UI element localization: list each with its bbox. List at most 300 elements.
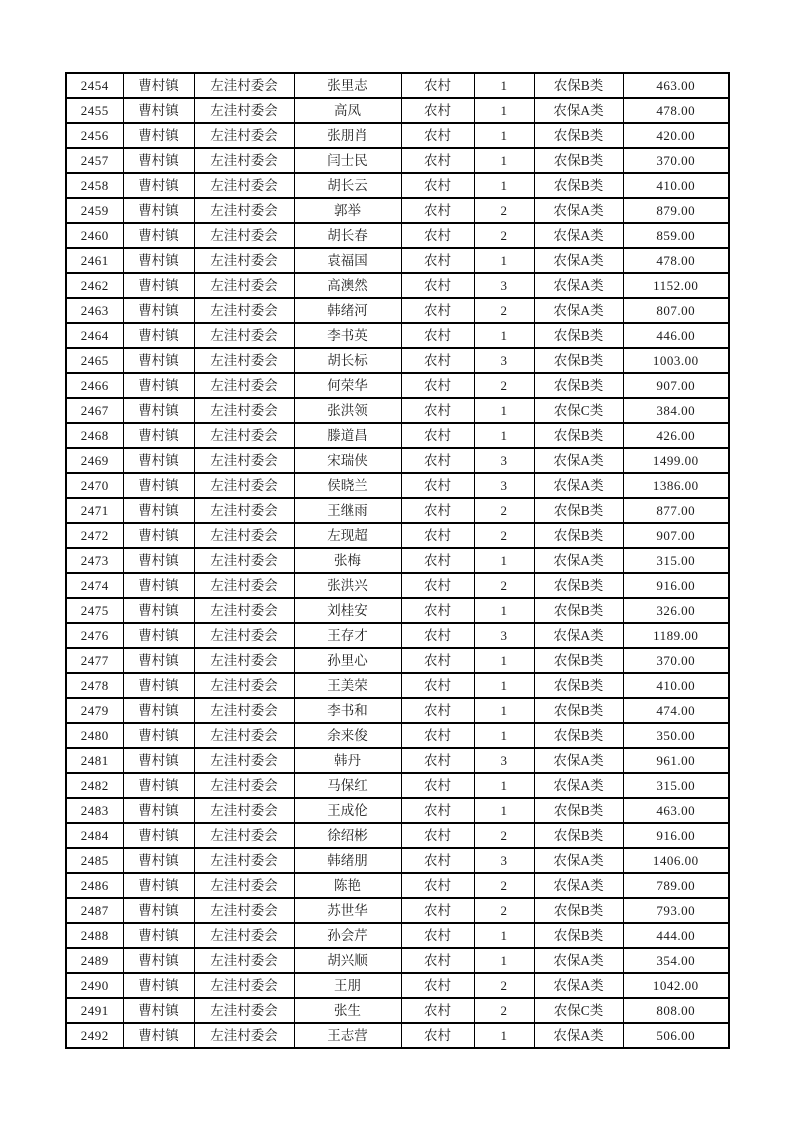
person-name: 闫士民 [294,148,401,173]
insurance-category: 农保B类 [534,373,623,398]
row-id: 2489 [66,948,123,973]
village-committee: 左洼村委会 [194,323,294,348]
person-name: 苏世华 [294,898,401,923]
residence-type: 农村 [401,148,474,173]
insurance-category: 农保A类 [534,273,623,298]
person-name: 韩绪朋 [294,848,401,873]
table-row [66,923,729,948]
person-name: 张洪领 [294,398,401,423]
row-id: 2482 [66,773,123,798]
row-id: 2458 [66,173,123,198]
person-count: 1 [474,398,534,423]
amount: 410.00 [623,673,729,698]
row-id: 2471 [66,498,123,523]
amount: 474.00 [623,698,729,723]
residence-type: 农村 [401,123,474,148]
table-row [66,798,729,823]
person-name: 韩绪河 [294,298,401,323]
town: 曹村镇 [123,423,194,448]
row-id: 2457 [66,148,123,173]
table-row [66,948,729,973]
amount: 1003.00 [623,348,729,373]
person-count: 2 [474,873,534,898]
residence-type: 农村 [401,198,474,223]
person-count: 1 [474,423,534,448]
row-id: 2474 [66,573,123,598]
insurance-category: 农保B类 [534,823,623,848]
residence-type: 农村 [401,298,474,323]
person-count: 3 [474,273,534,298]
residence-type: 农村 [401,748,474,773]
village-committee: 左洼村委会 [194,598,294,623]
village-committee: 左洼村委会 [194,173,294,198]
person-count: 3 [474,848,534,873]
town: 曹村镇 [123,273,194,298]
village-committee: 左洼村委会 [194,573,294,598]
table-row [66,223,729,248]
table-row [66,523,729,548]
residence-type: 农村 [401,73,474,98]
person-count: 1 [474,698,534,723]
town: 曹村镇 [123,848,194,873]
person-name: 王美荣 [294,673,401,698]
table-row [66,698,729,723]
town: 曹村镇 [123,523,194,548]
village-committee: 左洼村委会 [194,948,294,973]
table-row [66,123,729,148]
table-row [66,473,729,498]
amount: 478.00 [623,248,729,273]
amount: 807.00 [623,298,729,323]
table-row [66,998,729,1023]
row-id: 2467 [66,398,123,423]
person-count: 1 [474,548,534,573]
person-name: 张朋肖 [294,123,401,148]
amount: 793.00 [623,898,729,923]
table-row [66,73,729,98]
insurance-category: 农保B类 [534,173,623,198]
amount: 1042.00 [623,973,729,998]
insurance-category: 农保B类 [534,698,623,723]
insurance-category: 农保B类 [534,573,623,598]
person-count: 1 [474,73,534,98]
insurance-category: 农保B类 [534,673,623,698]
table-row [66,848,729,873]
table-body [66,73,729,1048]
person-count: 2 [474,523,534,548]
insurance-category: 农保C类 [534,398,623,423]
residence-type: 农村 [401,448,474,473]
row-id: 2478 [66,673,123,698]
row-id: 2476 [66,623,123,648]
village-committee: 左洼村委会 [194,98,294,123]
amount: 789.00 [623,873,729,898]
town: 曹村镇 [123,723,194,748]
row-id: 2459 [66,198,123,223]
residence-type: 农村 [401,323,474,348]
person-count: 2 [474,898,534,923]
town: 曹村镇 [123,298,194,323]
table-row [66,273,729,298]
person-name: 滕道昌 [294,423,401,448]
village-committee: 左洼村委会 [194,198,294,223]
table-row [66,823,729,848]
village-committee: 左洼村委会 [194,73,294,98]
person-count: 1 [474,723,534,748]
amount: 463.00 [623,73,729,98]
amount: 916.00 [623,823,729,848]
person-name: 何荣华 [294,373,401,398]
village-committee: 左洼村委会 [194,498,294,523]
row-id: 2483 [66,798,123,823]
village-committee: 左洼村委会 [194,548,294,573]
town: 曹村镇 [123,123,194,148]
table-row [66,448,729,473]
town: 曹村镇 [123,223,194,248]
town: 曹村镇 [123,323,194,348]
town: 曹村镇 [123,773,194,798]
person-count: 3 [474,348,534,373]
town: 曹村镇 [123,373,194,398]
insurance-category: 农保B类 [534,923,623,948]
person-name: 高凤 [294,98,401,123]
insurance-category: 农保B类 [534,348,623,373]
town: 曹村镇 [123,498,194,523]
person-name: 张生 [294,998,401,1023]
town: 曹村镇 [123,648,194,673]
insurance-category: 农保A类 [534,973,623,998]
person-count: 1 [474,773,534,798]
person-name: 李书英 [294,323,401,348]
village-committee: 左洼村委会 [194,348,294,373]
village-committee: 左洼村委会 [194,848,294,873]
insurance-category: 农保A类 [534,473,623,498]
person-count: 1 [474,798,534,823]
amount: 506.00 [623,1023,729,1048]
amount: 354.00 [623,948,729,973]
village-committee: 左洼村委会 [194,923,294,948]
person-count: 1 [474,248,534,273]
town: 曹村镇 [123,873,194,898]
amount: 463.00 [623,798,729,823]
amount: 446.00 [623,323,729,348]
person-count: 2 [474,198,534,223]
person-name: 胡长春 [294,223,401,248]
row-id: 2456 [66,123,123,148]
row-id: 2492 [66,1023,123,1048]
row-id: 2484 [66,823,123,848]
town: 曹村镇 [123,348,194,373]
residence-type: 农村 [401,923,474,948]
table-row [66,873,729,898]
table-row [66,348,729,373]
amount: 370.00 [623,648,729,673]
insurance-category: 农保B类 [534,798,623,823]
insurance-category: 农保A类 [534,448,623,473]
insurance-category: 农保A类 [534,623,623,648]
table-row [66,973,729,998]
insurance-category: 农保A类 [534,1023,623,1048]
town: 曹村镇 [123,698,194,723]
person-name: 侯晓兰 [294,473,401,498]
person-count: 2 [474,998,534,1023]
residence-type: 农村 [401,273,474,298]
town: 曹村镇 [123,798,194,823]
person-count: 2 [474,573,534,598]
person-count: 1 [474,1023,534,1048]
village-committee: 左洼村委会 [194,523,294,548]
insurance-category: 农保B类 [534,523,623,548]
row-id: 2465 [66,348,123,373]
amount: 478.00 [623,98,729,123]
town: 曹村镇 [123,548,194,573]
insurance-category: 农保A类 [534,748,623,773]
town: 曹村镇 [123,248,194,273]
amount: 370.00 [623,148,729,173]
insurance-category: 农保B类 [534,73,623,98]
residence-type: 农村 [401,173,474,198]
amount: 1386.00 [623,473,729,498]
village-committee: 左洼村委会 [194,973,294,998]
amount: 1406.00 [623,848,729,873]
row-id: 2488 [66,923,123,948]
amount: 1152.00 [623,273,729,298]
person-name: 张洪兴 [294,573,401,598]
table-row [66,248,729,273]
person-name: 王志营 [294,1023,401,1048]
row-id: 2481 [66,748,123,773]
insurance-category: 农保A类 [534,198,623,223]
residence-type: 农村 [401,898,474,923]
row-id: 2486 [66,873,123,898]
residence-type: 农村 [401,373,474,398]
residence-type: 农村 [401,673,474,698]
table-row [66,323,729,348]
table-row [66,748,729,773]
residence-type: 农村 [401,498,474,523]
amount: 859.00 [623,223,729,248]
residence-type: 农村 [401,873,474,898]
table-row [66,398,729,423]
table-row [66,573,729,598]
table-row [66,623,729,648]
table-row [66,498,729,523]
town: 曹村镇 [123,473,194,498]
insurance-category: 农保A类 [534,223,623,248]
person-count: 1 [474,948,534,973]
village-committee: 左洼村委会 [194,148,294,173]
row-id: 2463 [66,298,123,323]
person-count: 2 [474,298,534,323]
table-row [66,673,729,698]
person-name: 王朋 [294,973,401,998]
insurance-category: 农保A类 [534,848,623,873]
table-row [66,173,729,198]
insurance-category: 农保B类 [534,123,623,148]
village-committee: 左洼村委会 [194,723,294,748]
person-name: 袁福国 [294,248,401,273]
village-committee: 左洼村委会 [194,223,294,248]
person-count: 1 [474,123,534,148]
amount: 907.00 [623,523,729,548]
person-count: 3 [474,623,534,648]
residence-type: 农村 [401,648,474,673]
residence-type: 农村 [401,623,474,648]
town: 曹村镇 [123,623,194,648]
amount: 916.00 [623,573,729,598]
village-committee: 左洼村委会 [194,823,294,848]
table-row [66,548,729,573]
person-name: 余来俊 [294,723,401,748]
row-id: 2470 [66,473,123,498]
person-name: 刘桂安 [294,598,401,623]
village-committee: 左洼村委会 [194,398,294,423]
person-count: 2 [474,373,534,398]
row-id: 2455 [66,98,123,123]
residence-type: 农村 [401,798,474,823]
person-count: 1 [474,148,534,173]
person-name: 李书和 [294,698,401,723]
amount: 879.00 [623,198,729,223]
person-count: 1 [474,598,534,623]
person-name: 左现超 [294,523,401,548]
insurance-category: 农保B类 [534,648,623,673]
person-count: 3 [474,448,534,473]
insurance-category: 农保A类 [534,298,623,323]
person-name: 孙会芹 [294,923,401,948]
village-committee: 左洼村委会 [194,473,294,498]
person-count: 1 [474,173,534,198]
insurance-category: 农保A类 [534,773,623,798]
residence-type: 农村 [401,998,474,1023]
row-id: 2491 [66,998,123,1023]
town: 曹村镇 [123,73,194,98]
insurance-category: 农保B类 [534,423,623,448]
insurance-category: 农保A类 [534,248,623,273]
person-name: 张梅 [294,548,401,573]
row-id: 2469 [66,448,123,473]
residence-type: 农村 [401,423,474,448]
village-committee: 左洼村委会 [194,273,294,298]
table-row [66,773,729,798]
person-count: 3 [474,473,534,498]
village-committee: 左洼村委会 [194,648,294,673]
insurance-category: 农保A类 [534,98,623,123]
amount: 1189.00 [623,623,729,648]
person-name: 王存才 [294,623,401,648]
town: 曹村镇 [123,1023,194,1048]
table-row [66,898,729,923]
residence-type: 农村 [401,348,474,373]
residence-type: 农村 [401,698,474,723]
village-committee: 左洼村委会 [194,1023,294,1048]
town: 曹村镇 [123,148,194,173]
amount: 426.00 [623,423,729,448]
village-committee: 左洼村委会 [194,873,294,898]
village-committee: 左洼村委会 [194,673,294,698]
town: 曹村镇 [123,173,194,198]
person-name: 郭举 [294,198,401,223]
village-committee: 左洼村委会 [194,298,294,323]
amount: 410.00 [623,173,729,198]
table-row [66,598,729,623]
village-committee: 左洼村委会 [194,248,294,273]
residence-type: 农村 [401,98,474,123]
table-row [66,298,729,323]
row-id: 2473 [66,548,123,573]
person-count: 1 [474,923,534,948]
insurance-category: 农保A类 [534,548,623,573]
row-id: 2454 [66,73,123,98]
town: 曹村镇 [123,198,194,223]
table-row [66,98,729,123]
person-count: 1 [474,648,534,673]
insurance-category: 农保A类 [534,873,623,898]
insurance-category: 农保A类 [534,948,623,973]
row-id: 2464 [66,323,123,348]
town: 曹村镇 [123,923,194,948]
residence-type: 农村 [401,523,474,548]
person-name: 胡长标 [294,348,401,373]
residence-type: 农村 [401,948,474,973]
village-committee: 左洼村委会 [194,773,294,798]
table-row [66,373,729,398]
town: 曹村镇 [123,898,194,923]
amount: 877.00 [623,498,729,523]
insurance-category: 农保B类 [534,898,623,923]
table-row [66,1023,729,1048]
person-name: 陈艳 [294,873,401,898]
village-committee: 左洼村委会 [194,748,294,773]
row-id: 2477 [66,648,123,673]
insurance-category: 农保B类 [534,723,623,748]
person-name: 胡长云 [294,173,401,198]
person-name: 徐绍彬 [294,823,401,848]
person-count: 1 [474,673,534,698]
row-id: 2472 [66,523,123,548]
town: 曹村镇 [123,598,194,623]
table-row [66,648,729,673]
amount: 420.00 [623,123,729,148]
table-row [66,723,729,748]
residence-type: 农村 [401,823,474,848]
residence-type: 农村 [401,248,474,273]
residence-type: 农村 [401,398,474,423]
town: 曹村镇 [123,948,194,973]
person-count: 3 [474,748,534,773]
amount: 326.00 [623,598,729,623]
amount: 907.00 [623,373,729,398]
person-name: 王继雨 [294,498,401,523]
table-row [66,198,729,223]
amount: 315.00 [623,548,729,573]
person-name: 胡兴顺 [294,948,401,973]
town: 曹村镇 [123,573,194,598]
row-id: 2461 [66,248,123,273]
person-name: 马保红 [294,773,401,798]
row-id: 2480 [66,723,123,748]
row-id: 2460 [66,223,123,248]
village-committee: 左洼村委会 [194,448,294,473]
insurance-category: 农保B类 [534,148,623,173]
town: 曹村镇 [123,448,194,473]
village-committee: 左洼村委会 [194,798,294,823]
row-id: 2479 [66,698,123,723]
person-name: 韩丹 [294,748,401,773]
village-committee: 左洼村委会 [194,998,294,1023]
person-count: 1 [474,98,534,123]
residence-type: 农村 [401,573,474,598]
